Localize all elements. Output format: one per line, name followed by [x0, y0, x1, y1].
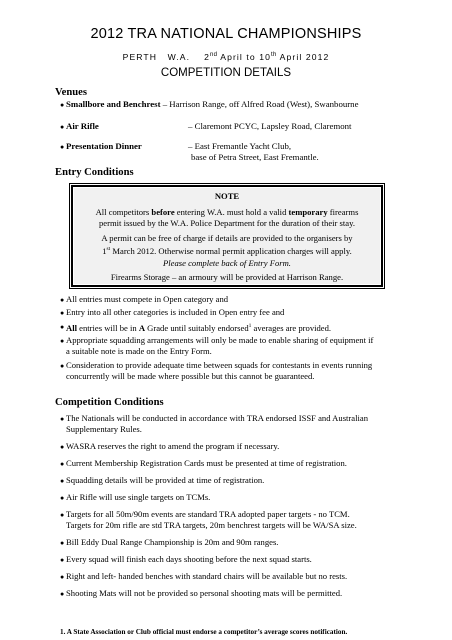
text-line: Shooting Mats will not be provided so personal shooting mats will be permitted.	[66, 588, 343, 598]
text-line: Targets for 20m rifle are std TRA targets, 20m benchrest targets will be WA/SA size.	[66, 519, 357, 530]
venues-heading: Venues	[55, 87, 87, 98]
text: entries will be in	[79, 322, 139, 333]
note-line	[74, 207, 380, 218]
list-item	[66, 335, 406, 357]
venue-detail: – East Fremantle Yacht Club,	[188, 141, 292, 151]
date-tail: April 2012	[276, 52, 330, 62]
footnote-ref: 1	[248, 323, 252, 329]
note-panel	[74, 188, 380, 284]
footnote: 1. A State Association or Club official must endorse a competitor’s average scores notification.	[60, 628, 348, 636]
bullet-icon: ●	[60, 494, 65, 502]
note-sup: st	[106, 246, 111, 252]
note-line	[74, 244, 380, 256]
text-line: Squadding details will be provided at time of registration.	[66, 475, 265, 485]
text-line: The Nationals will be conducted in accordance with TRA endorsed ISSF and Australian	[66, 413, 368, 423]
bullet-icon: ●	[60, 573, 65, 581]
bullet-icon: ●	[60, 511, 65, 519]
bullet-icon: ●	[60, 460, 65, 468]
text-line: Appropriate squadding arrangements will only be made to enable sharing of equipment if	[66, 335, 374, 345]
note-text: March 2012. Otherwise normal permit application charges will apply.	[110, 245, 352, 256]
bullet-icon: ●	[60, 590, 65, 598]
note-text: 1	[102, 245, 107, 256]
bullet-icon: ●	[60, 337, 65, 345]
venue-detail: – Claremont PCYC, Lapsley Road, Claremont	[188, 121, 352, 131]
emphasis-text: All	[66, 322, 77, 333]
note-text: All competitors	[95, 207, 152, 217]
bullet-icon: ●	[60, 143, 65, 151]
venue-detail: – Harrison Range, off Alfred Road (West), Swanbourne	[160, 99, 359, 109]
location-city: PERTH	[122, 52, 158, 62]
venue-name: Presentation Dinner	[66, 141, 142, 151]
list-item	[66, 475, 406, 486]
note-box	[69, 183, 385, 289]
text-line: a suitable note is made on the Entry Form.	[66, 345, 212, 356]
bullet-icon: ●	[60, 309, 65, 317]
date-end-sup: th	[271, 52, 277, 59]
note-emphasis: before	[151, 207, 175, 217]
event-dates	[0, 52, 452, 62]
list-item	[66, 441, 406, 452]
bullet-icon: ●	[60, 101, 65, 109]
emphasis-text: A	[138, 322, 146, 333]
note-line: Please complete back of Entry Form.	[163, 258, 291, 268]
bullet-icon: ●	[60, 539, 65, 547]
date-start-sup: nd	[209, 52, 218, 59]
list-item	[66, 492, 406, 503]
competition-conditions-heading: Competition Conditions	[55, 397, 164, 408]
list-item	[66, 537, 406, 548]
date-start-num: 2	[204, 52, 210, 62]
list-item	[66, 360, 406, 382]
list-item	[66, 554, 406, 565]
list-item	[66, 571, 406, 582]
text-line: Supplementary Rules.	[66, 423, 142, 434]
venue-item	[66, 121, 99, 132]
text-line: WASRA reserves the right to amend the program if necessary.	[66, 441, 280, 451]
page-subtitle: COMPETITION DETAILS	[160, 67, 292, 79]
text-line: Every squad will finish each days shooting before the next squad starts.	[66, 554, 312, 564]
text: averages are provided.	[251, 322, 332, 333]
text-line: Bill Eddy Dual Range Championship is 20m and 90m ranges.	[66, 537, 279, 547]
list-item	[66, 588, 406, 599]
note-line: A permit can be free of charge if details are provided to the organisers by	[101, 233, 353, 243]
bullet-icon: ●	[60, 296, 65, 304]
list-item	[66, 509, 406, 531]
list-item	[66, 458, 406, 469]
bullet-icon: ●	[60, 556, 65, 564]
bullet-icon: ●	[60, 477, 65, 485]
list-item	[66, 413, 406, 435]
venue-name: Smallbore and Benchrest	[66, 99, 161, 109]
bullet-icon: ●	[60, 362, 65, 370]
venue-name: Air Rifle	[66, 121, 99, 131]
list-item: All entries must compete in Open category and	[66, 294, 229, 304]
note-text: entering W.A. must hold a valid	[174, 207, 289, 217]
bullet-icon: ●	[60, 323, 65, 331]
page-title: 2012 TRA NATIONAL CHAMPIONSHIPS	[90, 26, 362, 42]
bullet-icon: ●	[60, 123, 65, 131]
venue-item	[66, 99, 359, 110]
bullet-icon: ●	[60, 443, 65, 451]
text-line: Consideration to provide adequate time between squads for contestants in events running	[66, 360, 373, 370]
note-text: firearms	[327, 207, 359, 217]
text: Grade until suitably endorsed	[145, 322, 249, 333]
list-item: Entry into all other categories is included in Open entry fee and	[66, 307, 285, 317]
text-line: Current Membership Registration Cards must be presented at time of registration.	[66, 458, 347, 468]
note-line: Firearms Storage – an armoury will be provided at Harrison Range.	[110, 272, 344, 282]
venue-detail-line2: base of Petra Street, East Fremantle.	[191, 152, 319, 162]
text-line: concurrently will be made where possible but this cannot be guaranteed.	[66, 370, 315, 381]
entry-conditions-heading: Entry Conditions	[55, 167, 134, 178]
venue-item	[66, 141, 142, 152]
note-emphasis: temporary	[288, 207, 328, 217]
list-item	[66, 321, 406, 334]
date-mid: April to 10	[217, 52, 272, 62]
note-line: permit issued by the W.A. Police Department for the duration of their stay.	[98, 218, 355, 228]
note-title: NOTE	[214, 191, 240, 201]
text-line: Right and left- handed benches with standard chairs will be available but no rests.	[66, 571, 348, 581]
location-state: W.A.	[167, 52, 191, 62]
text-line: Targets for all 50m/90m events are standard TRA adopted paper targets - no TCM.	[66, 509, 350, 519]
text-line: Air Rifle will use single targets on TCMs.	[66, 492, 211, 502]
bullet-icon: ●	[60, 415, 65, 423]
